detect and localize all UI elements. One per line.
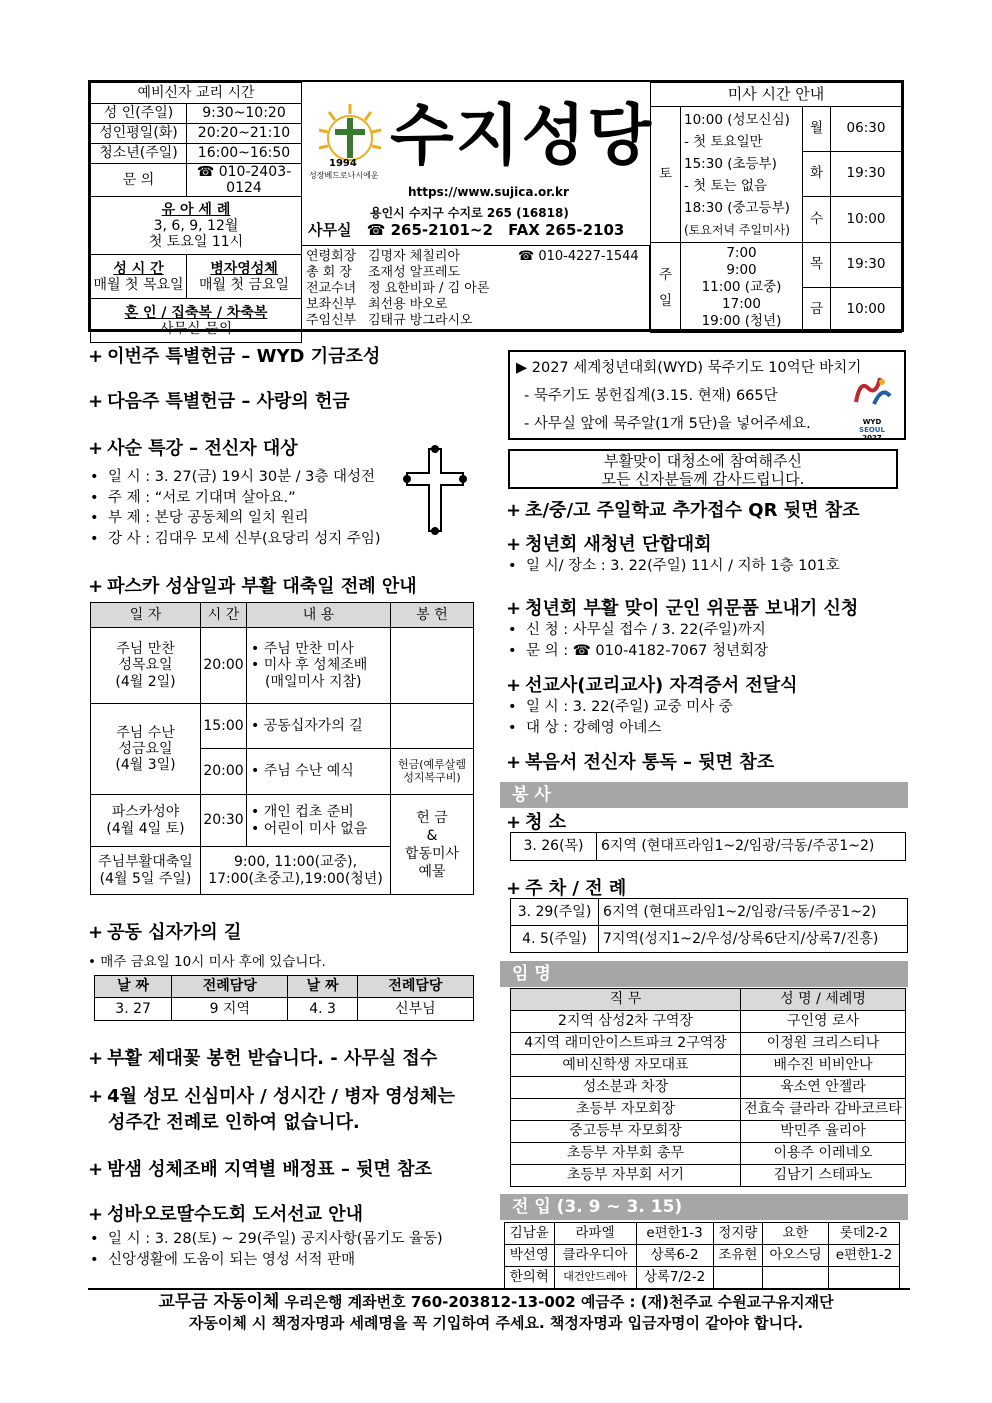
weekday-time: 19:30 [831,152,902,197]
weekday-time: 06:30 [831,107,902,152]
table-row: 초등부 자부회 총무 이용주 이레네오 [511,1143,906,1165]
offering-cell: 헌 금 & 합동미사 예물 [391,795,474,895]
thanks-box: 부활맞이 대청소에 참여해주신 모든 신자분들께 감사드립니다. [508,449,898,489]
baptism-box [91,197,302,255]
notice-easter-liturgy: + 파스카 성삼일과 부활 대축일 전례 안내 [88,576,417,597]
baptism-title: 유 아 세 례 [161,201,231,218]
header-box [88,80,904,337]
book-details [88,1229,443,1270]
office-label: 사무실 [308,221,352,239]
parish-address: 용인시 수지구 수지로 265 (16818) [370,206,569,220]
youth-gathering-details [506,556,840,577]
weekday-label: 목 [803,243,831,288]
wyd-box [508,350,906,440]
notice-catechist-certificate: + 선교사(교리교사) 자격증서 전달식 [506,675,798,696]
footer-divider [88,1288,910,1290]
parish-name: 수지성당 [390,97,654,174]
move-in-bar: 전 입 (3. 9 ~ 3. 15) [500,1194,908,1220]
appointment-bar: 임 명 [500,961,908,987]
notice-sunday-school-qr: + 초/중/고 주일학교 추가접수 QR 뒷면 참조 [506,500,860,521]
mass-title: 미사 시간 안내 [651,83,902,107]
table-row: 주님부활대축일 (4월 5일 주일) [91,847,201,895]
notice-book-mission: + 성바오로딸수도회 도서선교 안내 [88,1204,364,1225]
stations-table: 날 짜 전례담당 날 짜 전례담당 3. 27 9 지역 4. 3 신부님 [94,975,474,1021]
table-row: 2지역 삼성2차 구역장 구인영 로사 [511,1011,906,1033]
list-item: • 일 시/ 장소 : 3. 22(주일) 11시 / 지하 1층 101호 [506,556,840,577]
notice-gospel-reading: + 복음서 전신자 통독 – 뒷면 참조 [506,752,775,773]
staff-row: 주임신부 김태규 방그라시오 [306,313,473,328]
holy-hour-box [91,255,187,299]
table-row: 초등부 자모회장 전효숙 클라라 감바코르타 [511,1099,906,1121]
parking-table [510,898,908,953]
cleaning-table [510,832,906,861]
wyd-title: ▶ 2027 세계청년대회(WYD) 묵주기도 10억단 바치기 [516,360,862,376]
wyd-logo: WYD SEOUL 2027 [850,374,894,436]
wyd-count: - 묵주기도 봉헌집계(3.15. 현재) 665단 [524,388,778,404]
catechism-label: 청소년(주일) [91,144,187,164]
table-row: 3. 26(목) 6지역 (현대프라임1~2/임광/극동/주공1~2) [511,833,906,861]
office-contact [308,219,624,240]
staff-list [302,245,650,332]
parish-logo [309,102,385,182]
notice-cancellations: + 4월 성모 신심미사 / 성시간 / 병자 영성체는 성주간 전례로 인하여 없습니다. [88,1086,455,1133]
wedding-box [91,299,302,343]
saturday-label: 토 [651,107,681,243]
notice-soldier-gifts: + 청년회 부활 맞이 군인 위문품 보내기 신청 [506,598,859,619]
mass-times-table [650,82,902,333]
table-row: 4. 5(주일) 7지역(성지1~2/우성/상록6단지/상록7/진흥) [511,926,908,953]
wyd-instruction: - 사무실 앞에 묵주알(1개 5단)을 넣어주세요. [524,416,811,432]
footer-note: 자동이체 시 책정자명과 세례명을 꼭 기입하여 주세요. 책정자명과 입금자명이 같아야 합니다. [188,1314,804,1332]
col-content: 내 용 [247,603,391,628]
table-row: 중고등부 자모회장 박민주 율리아 [511,1121,906,1143]
holy-hour-value: 매월 첫 목요일 [93,276,184,293]
table-row: 한의혁 대건안드레아 상록7/2-2 [505,1267,900,1289]
weekday-label: 화 [803,152,831,197]
list-item: • 일 시 : 3. 27(금) 19시 30분 / 3층 대성전 [88,467,381,488]
table-row: 3. 29(주일) 6지역 (현대프라임1~2/임광/극동/주공1~2) [511,899,908,926]
list-item: • 문 의 : ☎ 010-4182-7067 청년회장 [506,641,768,662]
certificate-details [506,697,733,738]
table-row: 예비신학생 자모대표 배수진 비비안나 [511,1055,906,1077]
catechism-time: 9:30~10:20 [187,104,302,124]
weekday-label: 수 [803,197,831,243]
list-item: • 신앙생활에 도움이 되는 영성 서적 판매 [88,1250,443,1271]
weekday-time: 19:30 [831,243,902,288]
list-item: • 대 상 : 강혜영 아녜스 [506,718,733,739]
soldier-gifts-details [506,620,768,661]
catechism-label: 성인평일(화) [91,124,187,144]
logo-year: 1994 [329,158,357,169]
notice-adoration-schedule: + 밤샘 성체조배 지역별 배정표 – 뒷면 참조 [88,1159,432,1180]
sick-communion-box [187,255,302,299]
col-date: 일 자 [91,603,201,628]
list-item: • 강 사 : 김대우 모세 신부(요당리 성지 주임) [88,529,381,550]
weekday-time: 10:00 [831,197,902,243]
table-row: 김남윤 라파엘 e편한1-3 정지량 요한 롯데2-2 [505,1223,900,1245]
liturgy-table: 일 자 시 간 내 용 봉 헌 주님 만찬 성목요일 (4월 2일) 20:00 • 주님 만찬 미사 • 미사 후 성체조배 (매일미사 지참) 주님 수난 성금요일 (4월 3일) 15:00 • 공동십자가의 길 20:00 • 주님 수난 예식 헌금(예루살렘 성지복구비) 파스카성야 (4월 4일 토) 20:30 • 개인 컵초 준비 • 어린이 미사 없음 헌 금 & 합동미사 예물 주님부활대축일 (4월 5일 주일) 9:00, 11:00(교중), 17:00(초중고),19:00(청년) [90,602,474,895]
notice-stations-of-cross: + 공동 십자가의 길 [88,922,242,943]
service-bar: 봉 사 [500,782,908,808]
office-fax: FAX 265-2103 [508,221,625,239]
notice-lent-lecture: + 사순 특강 – 전신자 대상 [88,438,298,459]
baptism-time: 첫 토요일 11시 [148,233,244,250]
notice-special-offering-next-week: + 다음주 특별헌금 – 사랑의 헌금 [88,391,350,412]
staff-row: 총 회 장 조재성 알프레도 [306,265,461,280]
parish-url[interactable]: https://www.sujica.or.kr [408,185,569,199]
table-row: 박선영 클라우디아 상록6-2 조유현 아오스딩 e편한1-2 [505,1245,900,1267]
catechism-table [90,82,302,343]
footer-bank: 교무금 자동이체 우리은행 계좌번호 760-203812-13-002 예금주 : (재)천주교 수원교구유지재단 [158,1292,834,1312]
baptism-months: 3, 6, 9, 12월 [153,217,239,234]
table-row: 4지역 래미안이스트파크 2구역장 이정원 크리스티나 [511,1033,906,1055]
staff-row: 보좌신부 최선용 바오로 [306,297,448,312]
sick-value: 매월 첫 금요일 [198,276,290,293]
col-offering: 봉 헌 [391,603,474,628]
saturday-times: 10:00 (성모신심) - 첫 토요일만 15:30 (초등부) - 첫 토는 없음 18:30 (중고등부) (토요저녁 주일미사) [681,107,803,243]
notice-special-offering-this-week: + 이번주 특별헌금 – WYD 기금조성 [88,346,381,367]
list-item: • 신 청 : 사무실 접수 / 3. 22(주일)까지 [506,620,768,641]
table-row: 주님 만찬 성목요일 (4월 2일) [91,628,201,704]
appointment-table: 직 무 성 명 / 세례명 2지역 삼성2차 구역장 구인영 로사 4지역 래미안이스트파크 2구역장 이정원 크리스티나 예비신학생 자모대표 배수진 비비안나 성소분과 차장 육소연 안젤라 초등부 자모회장 전효숙 클라라 감바코르타 중고등부 자모회장 박민주 율리아 초등부 자부회 총무 이용주 이레네오 초등부 자부회 서기 김남기 스테파노 [510,988,906,1187]
cross-note: • 매주 금요일 10시 미사 후에 있습니다. [88,954,326,970]
table-row: 성소분과 차장 육소연 안젤라 [511,1077,906,1099]
list-item: • 일 시 : 3. 22(주일) 교중 미사 중 [506,697,733,718]
inquiry-phone: ☎ 010-2403-0124 [187,164,302,197]
cross-icon [403,445,467,535]
logo-caption: 성장베드로나시에운 [309,171,379,180]
staff-row: 연령회장 김명자 체칠리아 ☎ 010-4227-1544 [306,249,639,264]
holy-hour-title: 성 시 간 [113,260,164,277]
table-row: 파스카성야 (4월 4일 토) [91,795,201,847]
col-time: 시 간 [201,603,247,628]
list-item: • 일 시 : 3. 28(토) ~ 29(주일) 공지사항(몸기도 율동) [88,1229,443,1250]
staff-row: 전교수녀 정 요한비파 / 김 아론 [306,281,490,296]
weekday-label: 금 [803,288,831,333]
move-in-table [504,1222,900,1289]
weekday-label: 월 [803,107,831,152]
notice-altar-flowers: + 부활 제대꽃 봉헌 받습니다. - 사무실 접수 [88,1048,438,1069]
wedding-title: 혼 인 / 집축복 / 차축복 [124,304,268,321]
table-row: 초등부 자부회 서기 김남기 스테파노 [511,1165,906,1187]
sunday-label: 주일 [651,243,681,333]
table-row: 3. 27 9 지역 4. 3 신부님 [95,998,474,1021]
wyd-logo-icon [852,374,892,408]
list-item: • 주 제 : “서로 기대며 살아요.” [88,488,381,509]
catechism-time: 20:20~21:10 [187,124,302,144]
sunday-times: 7:00 9:00 11:00 (교중) 17:00 19:00 (청년) [681,243,803,333]
inquiry-label: 문 의 [91,164,187,197]
weekday-time: 10:00 [831,288,902,333]
list-item: • 부 제 : 본당 공동체의 일치 원리 [88,508,381,529]
parking-title: + 주 차 / 전 례 [506,878,627,899]
office-phone: ☎ 265-2101~2 [366,221,493,239]
lecture-details [88,467,381,549]
footer [0,1292,992,1334]
catechism-title: 예비신자 교리 시간 [91,83,302,104]
cleaning-title: + 청 소 [506,812,567,833]
table-row: 주님 수난 성금요일 (4월 3일) [91,704,201,795]
notice-youth-gathering: + 청년회 새청년 단합대회 [506,534,712,555]
sick-title: 병자영성체 [210,260,278,277]
wedding-value: 사무실 문의 [159,320,233,337]
catechism-time: 16:00~16:50 [187,144,302,164]
catechism-label: 성 인(주일) [91,104,187,124]
